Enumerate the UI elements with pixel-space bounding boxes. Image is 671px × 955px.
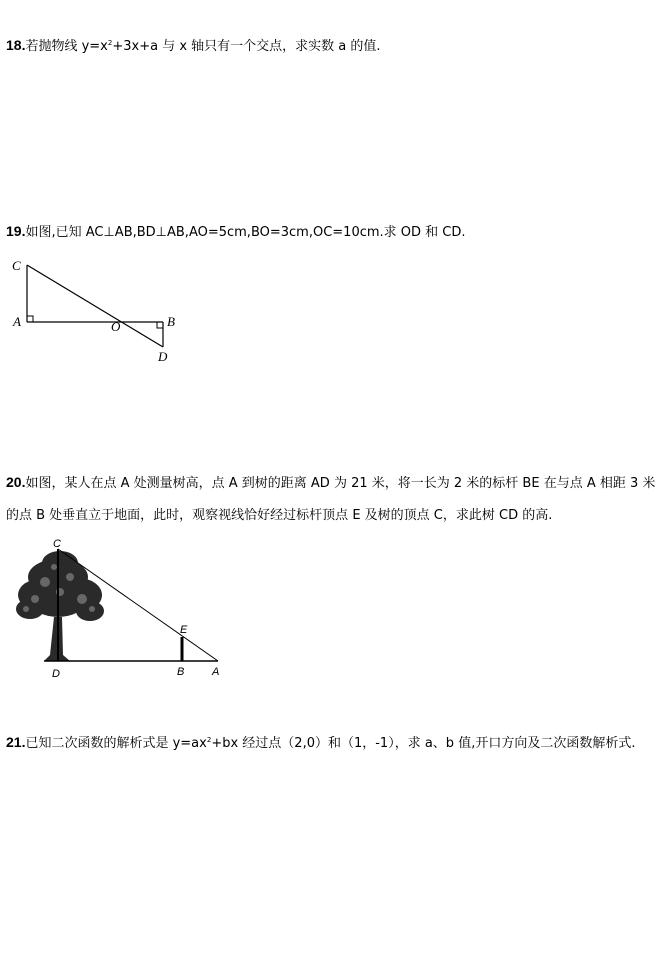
label-e: E — [180, 624, 188, 636]
label-b: B — [177, 666, 185, 678]
label-a: A — [13, 314, 21, 329]
tree-figure — [10, 537, 240, 682]
question-number: 21. — [6, 734, 26, 750]
question-19 — [6, 222, 466, 242]
label-d: D — [52, 668, 60, 680]
question-text: +bx 经过点（2,0）和（1，-1），求 a、b 值,开口方向及二次函数解析式. — [211, 736, 636, 751]
question-18 — [6, 36, 381, 56]
label-c: C — [53, 538, 61, 550]
label-a: A — [212, 666, 220, 678]
question-text: 若抛物线 y=x — [25, 39, 108, 54]
triangle-figure — [8, 255, 188, 365]
superscript: 2 — [206, 736, 212, 744]
question-number: 18. — [6, 37, 26, 53]
question-number: 19. — [6, 223, 26, 239]
label-d: D — [158, 349, 168, 364]
question-20 — [6, 466, 666, 532]
question-21 — [6, 733, 635, 753]
superscript: 2 — [107, 39, 113, 47]
question-text: 如图,已知 AC⊥AB,BD⊥AB,AO=5cm,BO=3cm,OC=10cm.求 OD 和 CD. — [25, 225, 466, 240]
label-o: O — [111, 319, 121, 334]
question-text: +3x+a 与 x 轴只有一个交点，求实数 a 的值. — [112, 39, 381, 54]
label-b: B — [167, 314, 175, 329]
question-text: 已知二次函数的解析式是 y=ax — [25, 736, 207, 751]
label-c: C — [12, 258, 21, 273]
question-text: 如图，某人在点 A 处测量树高，点 A 到树的距离 AD 为 21 米，将一长为 2 米的标杆 BE 在与点 A 相距 3 米的点 B 处垂直立于地面，此时，观察视线恰好经过标杆顶点 E 及树的顶点 C，求此树 CD 的高. — [6, 476, 656, 523]
question-number: 20. — [6, 474, 26, 490]
